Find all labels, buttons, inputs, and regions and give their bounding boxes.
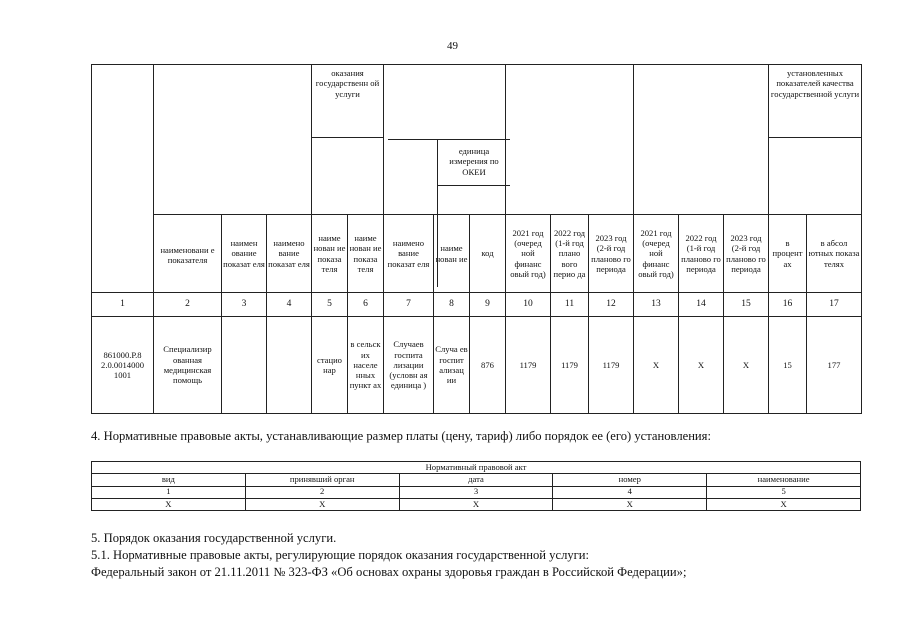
indicator-cell: Случаев госпита лизации (условн ая единица ) [384,317,434,414]
header-empty-cell [506,65,634,215]
federal-law-reference: Федеральный закон от 21.11.2011 № 323-ФЗ «Об основах охраны здоровья граждан в Российской Федерации»; [91,565,687,579]
header-empty-cell [92,65,154,293]
value-2021-cell: 1179 [506,317,551,414]
header-empty-cell [154,65,312,215]
legal-acts-table [91,461,861,511]
column-number: 10 [506,293,551,317]
section-5-text [91,530,686,581]
indicator-name-header-5: наиме нован ие показа теля [312,215,348,293]
indicator-name-header-3: наимен ование показат еля [222,215,267,293]
column-number: 1 [92,293,154,317]
empty-cell [222,317,267,414]
price-2021-cell: Х [634,317,679,414]
price-2022-cell: Х [679,317,724,414]
price-2023-cell: Х [724,317,769,414]
column-number: 14 [679,293,724,317]
acts-title-row [92,462,861,474]
unit-name-cell: Случа ев госпит ализац ии [434,317,470,414]
column-number: 1 [92,486,246,498]
column-number: 17 [807,293,862,317]
acts-value-cell: Х [92,498,246,510]
acts-header-row [92,474,861,486]
table-row [92,498,861,510]
table-row [92,317,862,414]
year-2023-header-b: 2023 год (2-й год планово го периода [724,215,769,293]
acts-number-row [92,486,861,498]
acts-value-cell: Х [707,498,861,510]
acts-value-cell: Х [553,498,707,510]
indicator-name-header: наименовани е показателя [154,215,222,293]
column-number: 2 [154,293,222,317]
column-number: 4 [267,293,312,317]
section-5-1-heading: 5.1. Нормативные правовые акты, регулирующие порядок оказания государственной услуги: [91,548,590,562]
okei-unit-header: единица измерения по ОКЕИ [449,146,499,177]
column-number: 8 [434,293,470,317]
header-empty-cell [634,65,769,215]
quality-indicators-header: установленных показателей качества государственной услуги [769,65,862,138]
year-2021-header: 2021 год (очеред ной финанс овый год) [506,215,551,293]
condition-cell: стацио нар [312,317,348,414]
header-row-bottom [92,215,862,293]
location-cell: в сельск их населе нных пункт ах [348,317,384,414]
header-empty-cell [384,65,506,215]
acts-column-header: наименование [707,474,861,486]
unit-code-cell: 876 [470,317,506,414]
header-row-top [92,65,862,138]
deviation-absolute-cell: 177 [807,317,862,414]
column-number: 4 [553,486,707,498]
acts-column-header: дата [399,474,553,486]
column-number: 7 [384,293,434,317]
indicator-name-header-6: наиме нован ие показа теля [348,215,384,293]
section-5-heading: 5. Порядок оказания государственной услуги. [91,531,337,545]
acts-column-header: принявший орган [245,474,399,486]
service-indicators-table [91,64,862,414]
column-number: 6 [348,293,384,317]
year-2023-header: 2023 год (2-й год планово го периода [589,215,634,293]
acts-column-header: номер [553,474,707,486]
header-empty-cell [312,138,384,215]
column-number: 2 [245,486,399,498]
acts-table-title: Нормативный правовой акт [92,462,861,474]
year-2021-header-b: 2021 год (очеред ной финанс овый год) [634,215,679,293]
column-number: 12 [589,293,634,317]
acts-value-cell: Х [399,498,553,510]
acts-value-cell: Х [245,498,399,510]
col7-name-header: наимено вание показат еля [384,215,434,293]
column-number: 3 [399,486,553,498]
empty-cell [267,317,312,414]
year-2022-header: 2022 год (1-й год плано вого перио да [551,215,589,293]
okei-name-header: наиме нован ие [434,215,470,293]
value-2023-cell: 1179 [589,317,634,414]
column-number: 9 [470,293,506,317]
okei-code-header: код [470,215,506,293]
service-name-cell: Специализир ованная медицинская помощь [154,317,222,414]
column-number: 15 [724,293,769,317]
column-number: 5 [312,293,348,317]
registry-code-cell: 861000.Р.8 2.0.0014000 1001 [92,317,154,414]
header-empty-cell [769,138,862,215]
column-number: 11 [551,293,589,317]
in-absolute-header: в абсол ютных показа телях [807,215,862,293]
deviation-percent-cell: 15 [769,317,807,414]
provision-form-header: оказания государственн ой услуги [312,65,384,138]
column-number-row [92,293,862,317]
column-number: 3 [222,293,267,317]
column-number: 5 [707,486,861,498]
column-number: 13 [634,293,679,317]
value-2022-cell: 1179 [551,317,589,414]
column-number: 16 [769,293,807,317]
indicator-name-header-4: наимено вание показат еля [267,215,312,293]
in-percent-header: в процент ах [769,215,807,293]
year-2022-header-b: 2022 год (1-й год планово го периода [679,215,724,293]
section-4-heading: 4. Нормативные правовые акты, устанавливающие размер платы (цену, тариф) либо порядок ее (его) установления: [91,429,711,443]
acts-column-header: вид [92,474,246,486]
page-number: 49 [447,40,458,52]
